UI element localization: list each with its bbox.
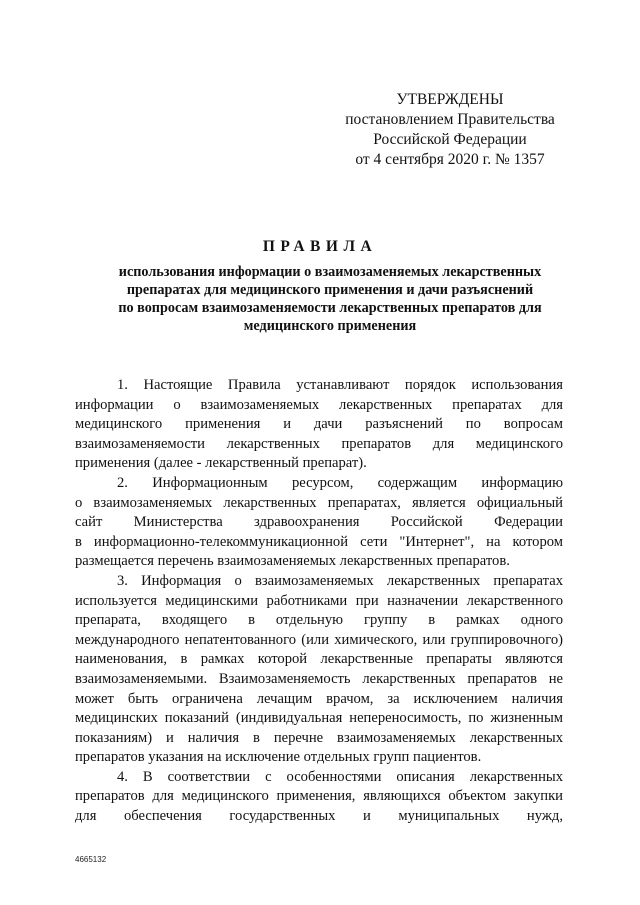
document-number: 4665132 (75, 855, 107, 864)
text-line: наименования, в рамках которой лекарственные препараты являются (75, 651, 563, 668)
text-line: взаимозаменяемыми. Взаимозаменяемость лекарственных препаратов не (75, 670, 563, 687)
approval-date-number: от 4 сентября 2020 г. № 1357 (355, 151, 545, 168)
document-title: ПРАВИЛА (262, 238, 378, 255)
text-line: применения (далее - лекарственный препарат). (75, 455, 367, 472)
approval-line: постановлением Правительства (345, 111, 555, 128)
subtitle-line: по вопросам взаимозаменяемости лекарственных препаратов для (118, 300, 542, 316)
approval-heading: УТВЕРЖДЕНЫ (396, 91, 504, 108)
approval-block (330, 90, 570, 170)
text-line: препарата, входящего в отдельную группу в рамках одного (75, 612, 563, 629)
text-line: в информационно-телекоммуникационной сети "Интернет", на котором (75, 533, 563, 550)
text-line: препаратов для медицинского применения, являющихся объектом закупки (75, 788, 563, 805)
paragraph-2 (75, 474, 563, 572)
text-line: может быть ограничена лечащим врачом, за исключением наличия (75, 690, 563, 707)
text-line: 4. В соответствии с особенностями описания лекарственных (117, 768, 563, 785)
text-line: размещается перечень взаимозаменяемых лекарственных препаратов. (75, 553, 510, 570)
subtitle-line: препаратах для медицинского применения и дачи разъяснений (126, 282, 534, 298)
text-line: информации о взаимозаменяемых лекарственных препаратах для (75, 396, 563, 413)
paragraph-4 (75, 768, 563, 827)
document-subtitle (60, 263, 600, 335)
text-line: медицинского применения и дачи разъяснений по вопросам (75, 416, 563, 433)
text-line: международного непатентованного (или химического, или группировочного) (75, 631, 563, 648)
text-line: медицинских показаний (индивидуальная непереносимость, по жизненным (75, 710, 563, 727)
subtitle-line: использования информации о взаимозаменяемых лекарственных (118, 264, 542, 280)
paragraph-3 (75, 572, 563, 768)
text-line: 2. Информационным ресурсом, содержащим информацию (117, 474, 563, 491)
text-line: 1. Настоящие Правила устанавливают порядок использования (117, 377, 563, 393)
document-body (75, 376, 563, 827)
text-line: для обеспечения государственных и муниципальных нужд, (75, 808, 563, 825)
subtitle-line: медицинского применения (243, 318, 417, 334)
text-line: взаимозаменяемости лекарственных препаратов для медицинского (75, 435, 563, 452)
text-line: используется медицинскими работниками при назначении лекарственного (75, 592, 563, 609)
paragraph-1 (75, 376, 563, 474)
text-line: 3. Информация о взаимозаменяемых лекарственных препаратах (117, 572, 563, 589)
text-line: о взаимозаменяемых лекарственных препаратах, является официальный (75, 494, 563, 511)
text-line: сайт Министерства здравоохранения Российской Федерации (75, 514, 563, 531)
approval-line: Российской Федерации (373, 131, 527, 148)
text-line: показаниям) и наличия в перечне взаимозаменяемых лекарственных (75, 729, 563, 746)
text-line: препаратов указания на исключение отдельных групп пациентов. (75, 749, 482, 766)
